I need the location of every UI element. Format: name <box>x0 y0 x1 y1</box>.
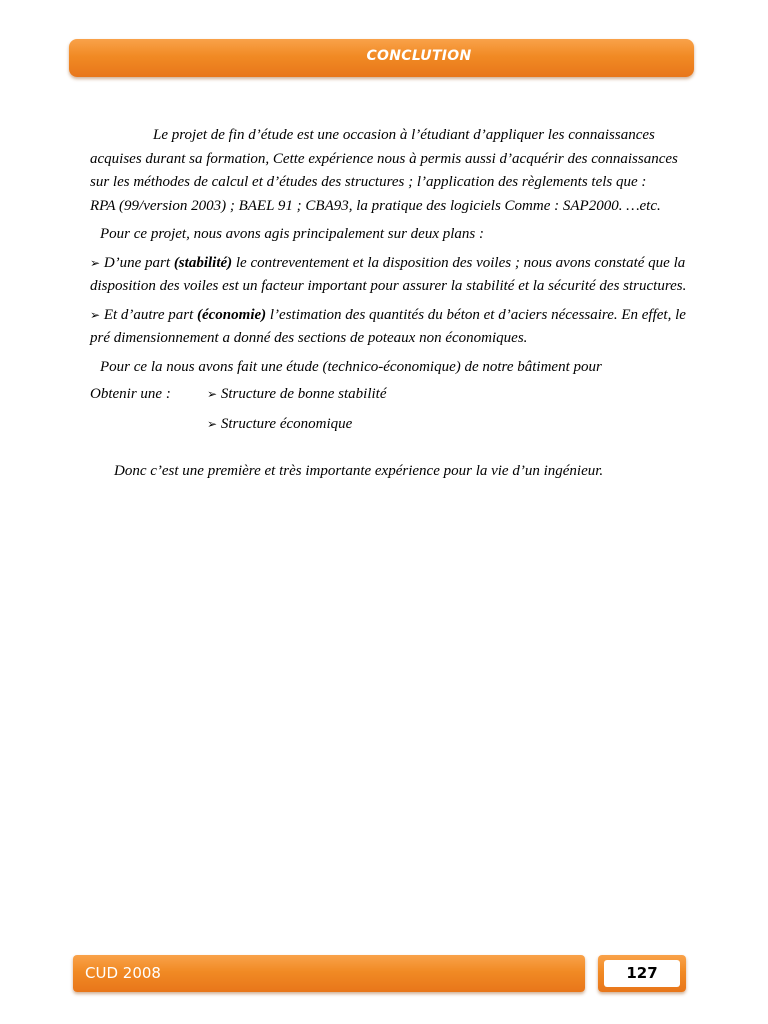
bullet-economy-keyword: (économie) <box>197 306 267 323</box>
closing-paragraph: Donc c’est une première et très importante expérience pour la vie d’un ingénieur. <box>114 463 604 479</box>
bullet-economy-prefix: Et d’autre part <box>100 306 197 323</box>
bullet-stability <box>90 252 690 299</box>
conclusion-body <box>90 124 690 484</box>
bullet-economy-text: l’estimation des quantités du béton et d’aciers nécessaire. En effet, le pré dimensionnement a donné des sections de poteaux non économiques. <box>90 306 686 346</box>
page-number-box <box>598 955 686 992</box>
regulations-paragraph: RPA (99/version 2003) ; BAEL 91 ; CBA93, la pratique des logiciels Comme : SAP2000. …etc. <box>90 197 661 214</box>
plans-intro-paragraph: Pour ce projet, nous avons agis principalement sur deux plans : <box>100 226 484 242</box>
page-title: CONCLUTION <box>366 48 472 64</box>
obtain-item-stability <box>207 383 386 407</box>
bullet-stability-prefix: D’une part <box>100 254 174 271</box>
obtain-item-economy <box>207 413 352 437</box>
footer-bar <box>73 955 585 992</box>
page-number: 127 <box>604 960 680 987</box>
obtain-list <box>90 383 690 432</box>
arrow-bullet-icon: ➢ <box>90 307 101 322</box>
obtain-item-label: Structure de bonne stabilité <box>217 386 387 402</box>
bullet-economy <box>90 304 690 351</box>
arrow-bullet-icon: ➢ <box>207 417 218 431</box>
arrow-bullet-icon: ➢ <box>207 387 218 401</box>
obtain-label: Obtenir une : <box>90 386 171 402</box>
intro-paragraph: Le projet de fin d’étude est une occasion à l’étudiant d’appliquer les connaissances acquises durant sa formation, Cette expérience nous à permis aussi d’acquérir des connaissances sur les méthodes de calcul et d’études des structures ; l’application des règlements tels que : <box>90 127 678 190</box>
study-paragraph: Pour ce la nous avons fait une étude (technico-économique) de notre bâtiment pour <box>100 358 602 375</box>
footer-label: CUD 2008 <box>85 964 161 982</box>
header-bar <box>69 39 694 77</box>
bullet-stability-keyword: (stabilité) <box>173 254 233 271</box>
obtain-item-label: Structure économique <box>217 416 353 432</box>
arrow-bullet-icon: ➢ <box>90 255 101 270</box>
bullet-stability-text: le contreventement et la disposition des voiles ; nous avons constaté que la disposition des voiles est un facteur important pour assurer la stabilité et la sécurité des structures. <box>90 254 687 294</box>
